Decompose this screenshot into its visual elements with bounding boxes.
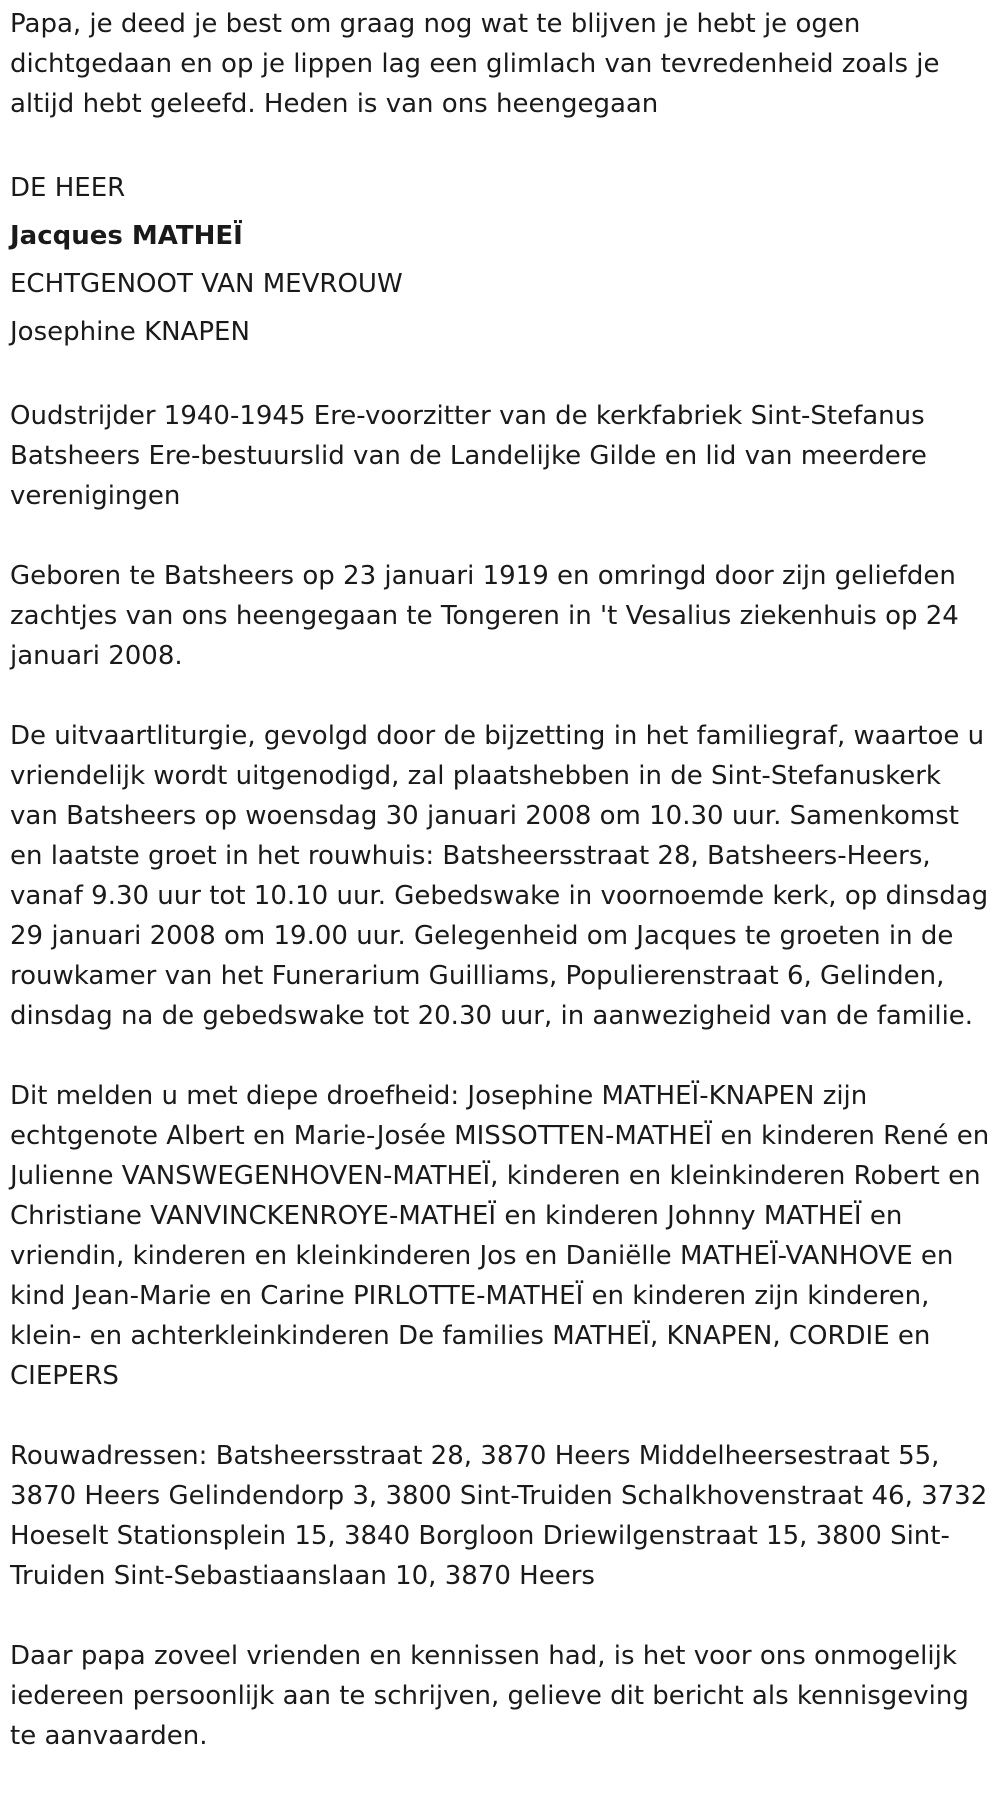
title-prefix: DE HEER [10,173,126,203]
spouse-name: Josephine KNAPEN [10,317,250,347]
family-paragraph: Dit melden u met diepe droefheid: Josephine MATHEÏ-KNAPEN zijn echtgenote Albert en Marie-Josée MISSOTTEN-MATHEÏ en kinderen René en Julienne VANSWEGENHOVEN-MATHEÏ, kinderen en kleinkinderen Robert en Christiane VANVINCKENROYE-MATHEÏ en kinderen Johnny MATHEÏ en vriendin, kinderen en kleinkinderen Jos en Daniëlle MATHEÏ-VANHOVE en kind Jean-Marie en Carine PIRLOTTE-MATHEÏ en kinderen zijn kinderen, klein- en achterkleinkinderen De families MATHEÏ, KNAPEN, CORDIE en CIEPERS [10,1081,990,1391]
addresses-paragraph: Rouwadressen: Batsheersstraat 28, 3870 Heers Middelheersestraat 55, 3870 Heers Gelindendorp 3, 3800 Sint-Truiden Schalkhovenstraat 46, 3732 Hoeselt Stationsplein 15, 3840 Borgloon Driewilgenstraat 15, 3800 Sint-Truiden Sint-Sebastiaanslaan 10, 3870 Heers [10,1441,988,1591]
name-block [10,164,990,356]
birth-death-paragraph: Geboren te Batsheers op 23 januari 1919 en omringd door zijn geliefden zachtjes van ons heengegaan te Tongeren in 't Vesalius ziekenhuis op 24 januari 2008. [10,561,959,671]
funeral-paragraph: De uitvaartliturgie, gevolgd door de bijzetting in het familiegraf, waartoe u vriendelijk wordt uitgenodigd, zal plaatshebben in de Sint-Stefanuskerk van Batsheers op woensdag 30 januari 2008 om 10.30 uur. Samenkomst en laatste groet in het rouwhuis: Batsheersstraat 28, Batsheers-Heers, vanaf 9.30 uur tot 10.10 uur. Gebedswake in voornoemde kerk, op dinsdag 29 januari 2008 om 19.00 uur. Gelegenheid om Jacques te groeten in de rouwkamer van het Funerarium Guilliams, Populierenstraat 6, Gelinden, dinsdag na de gebedswake tot 20.30 uur, in aanwezigheid van de familie. [10,721,989,1031]
intro-paragraph: Papa, je deed je best om graag nog wat te blijven je hebt je ogen dichtgedaan en op je lippen lag een glimlach van tevredenheid zoals je altijd hebt geleefd. Heden is van ons heengegaan [10,9,940,119]
deceased-name: Jacques MATHEÏ [10,221,243,251]
closing-paragraph: Daar papa zoveel vrienden en kennissen had, is het voor ons onmogelijk iedereen persoonlijk aan te schrijven, gelieve dit bericht als kennisgeving te aanvaarden. [10,1641,969,1751]
spouse-label: ECHTGENOOT VAN MEVROUW [10,269,403,299]
honors-paragraph: Oudstrijder 1940-1945 Ere-voorzitter van de kerkfabriek Sint-Stefanus Batsheers Ere-bestuurslid van de Landelijke Gilde en lid van meerdere verenigingen [10,401,927,511]
